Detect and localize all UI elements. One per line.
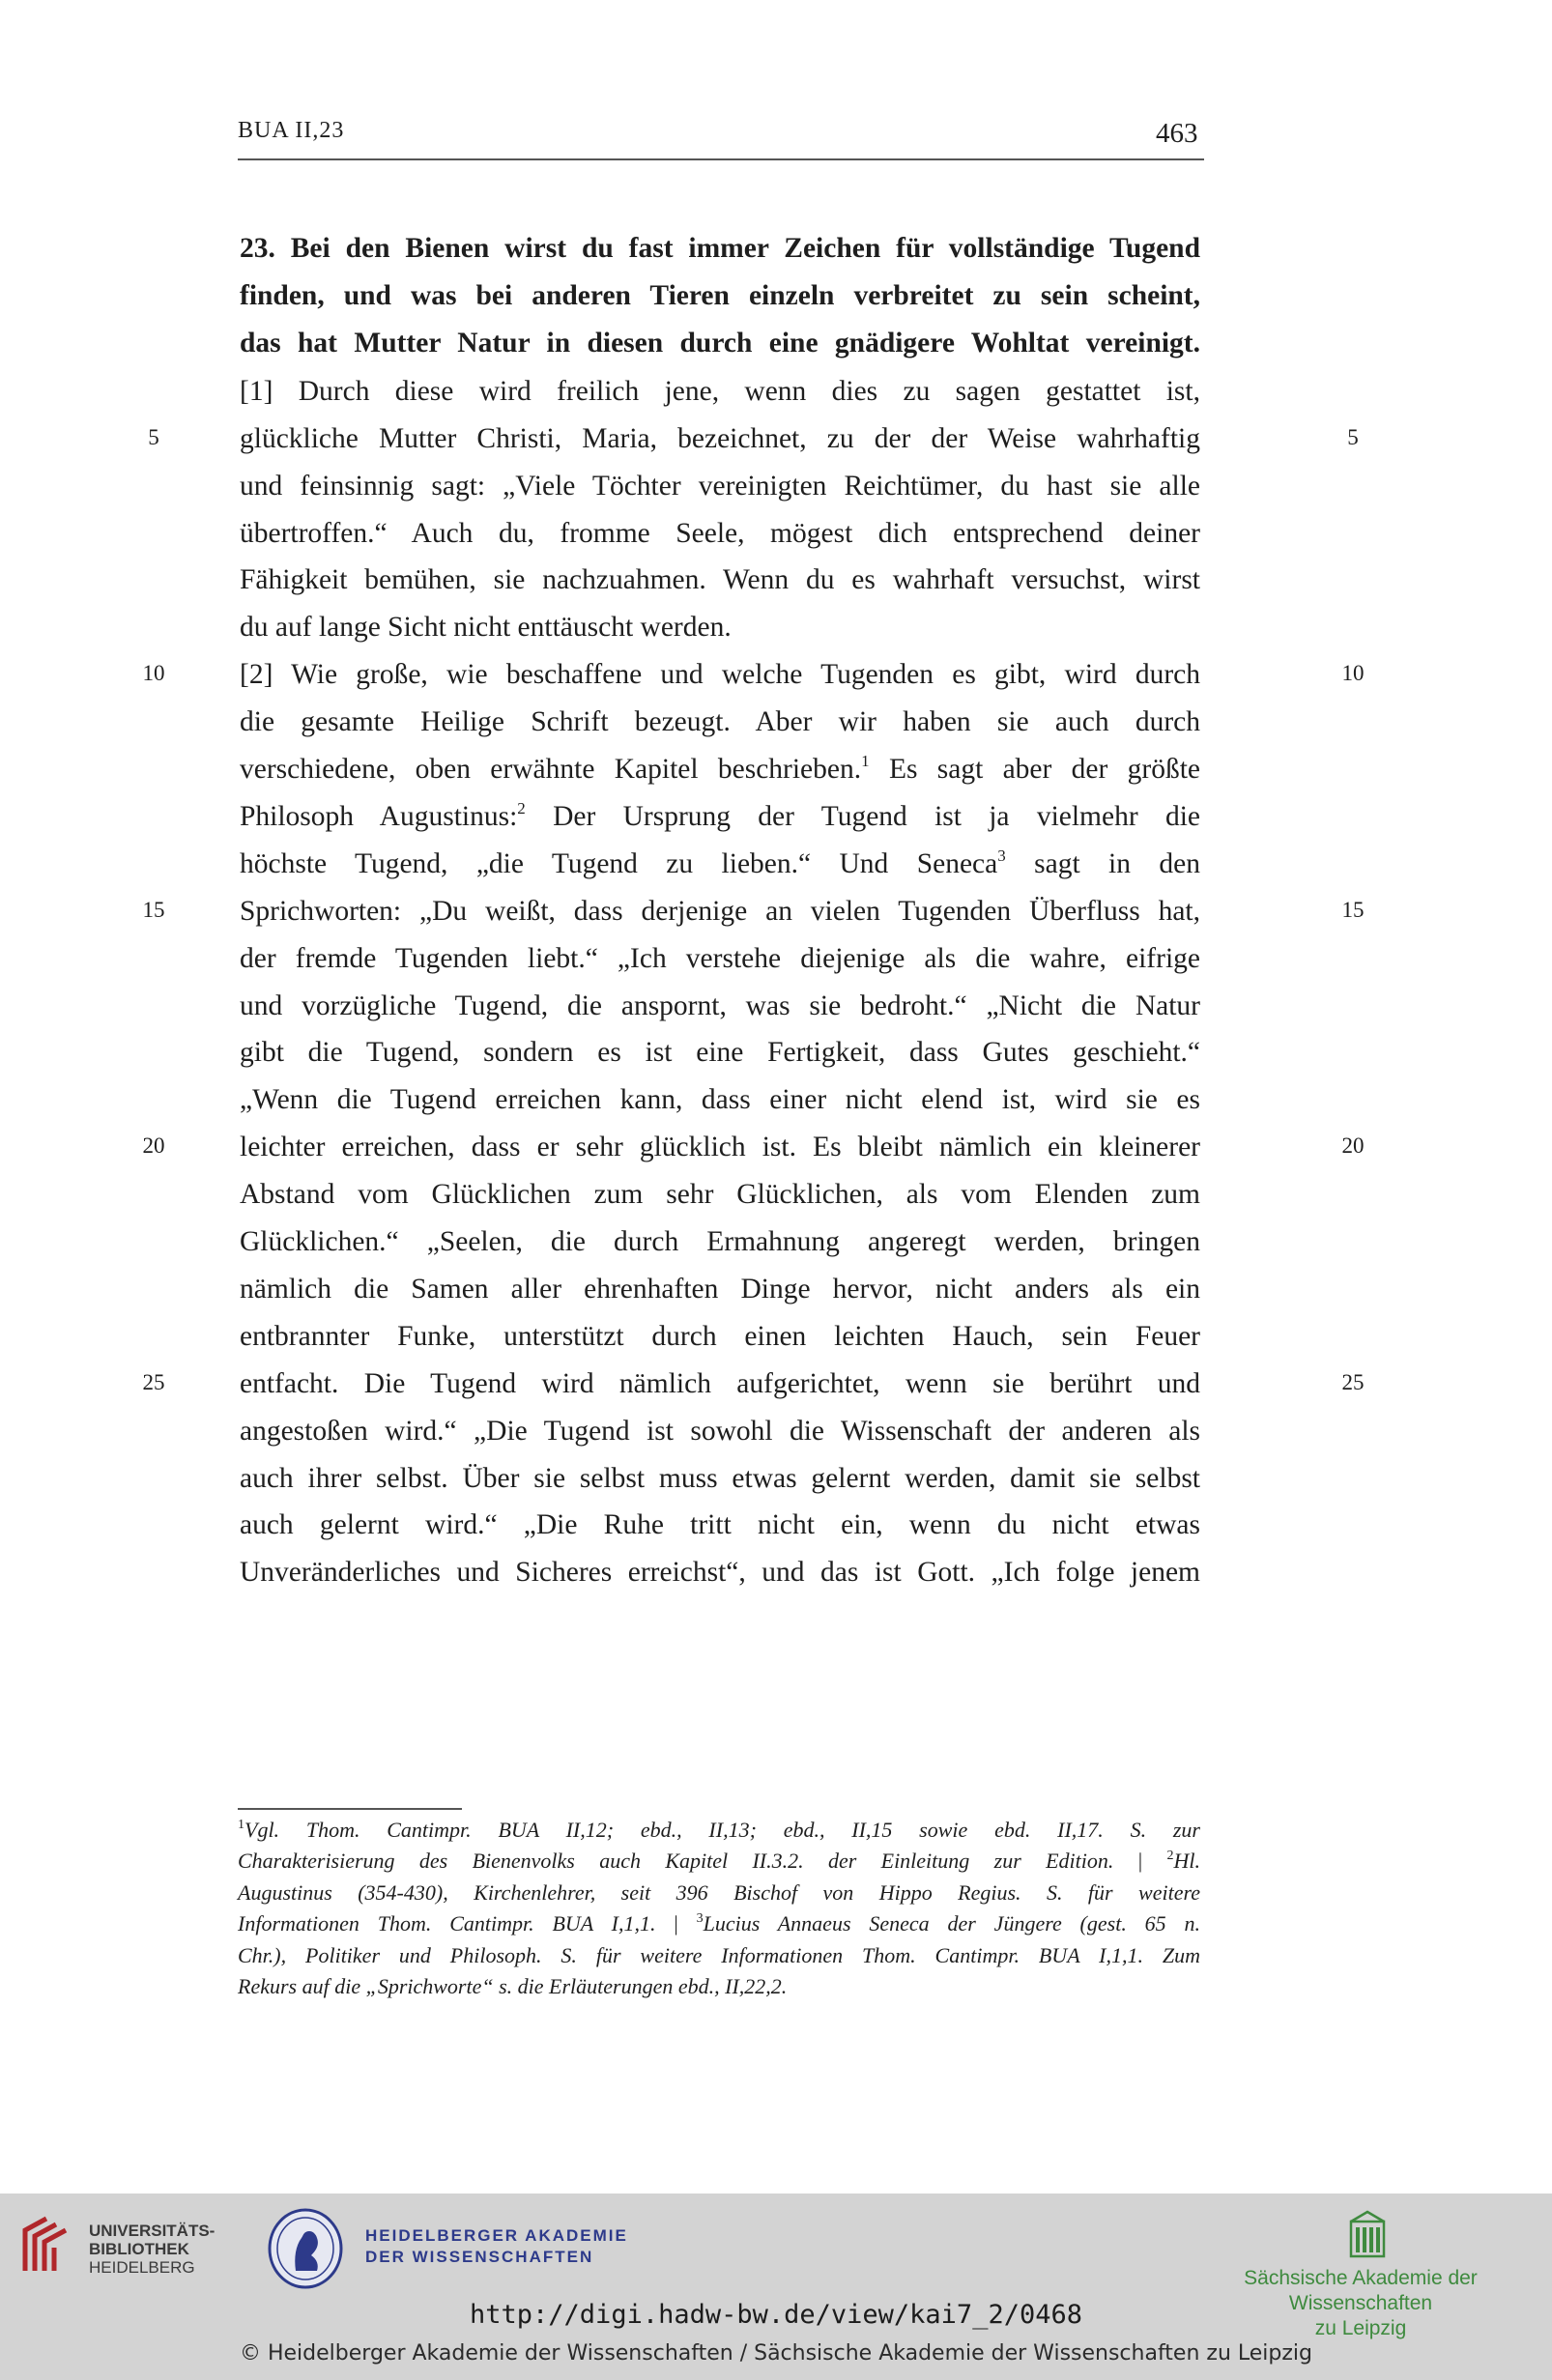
line-number: 10 (142, 661, 165, 685)
footnote-separator: | (1137, 1849, 1143, 1873)
text-line: auch gelernt wird.“ „Die Ruhe tritt nicht ein, wenn du nicht etwas (240, 1509, 1200, 1540)
footnote-ref[interactable]: 2 (517, 799, 526, 817)
footnote-mark: 1 (238, 1818, 244, 1832)
text-line: Sprichworten: „Du weißt, dass derjenige an vielen Tugenden Überfluss hat, (240, 896, 1200, 927)
text-segment: verschiedene, oben erwähnte Kapitel beschrieben. (240, 754, 862, 785)
line-number: 25 (142, 1370, 165, 1394)
text-line: auch ihrer selbst. Über sie selbst muss etwas gelernt werden, damit sie selbst (240, 1463, 1200, 1494)
text-line: Glücklichen.“ „Seelen, die durch Ermahnung angeregt werden, bringen (240, 1226, 1200, 1257)
line-number: 20 (1341, 1133, 1365, 1158)
text-segment: Philosoph Augustinus: (240, 801, 518, 832)
footnote-line: Rekurs auf die „Sprichworte“ s. die Erläuterungen ebd., II,22,2. (238, 1974, 788, 1998)
footnote-line: Informationen Thom. Cantimpr. BUA I,1,1. | $^3$Lucius Annaeus Seneca der Jüngere (gest. 65 n. (238, 1911, 1201, 1936)
hadw-seal-icon (267, 2207, 344, 2290)
text-line: Unveränderliches und Sicheres erreichst“, und das ist Gott. „Ich folge jenem (240, 1557, 1200, 1588)
line-number: 10 (1341, 661, 1365, 685)
text-line: übertroffen.“ Auch du, fromme Seele, mögest dich entsprechend deiner (240, 518, 1200, 549)
text-line (240, 750, 1200, 789)
text-line: und feinsinnig sagt: „Viele Töchter vereinigten Reichtümer, du hast sie alle (240, 471, 1200, 502)
text-line: glückliche Mutter Christi, Maria, bezeichnet, zu der der Weise wahrhaftig (240, 423, 1200, 454)
text-line: entfacht. Die Tugend wird nämlich aufgerichtet, wenn sie berührt und (240, 1368, 1200, 1399)
text-line: leichter erreichen, dass er sehr glücklich ist. Es bleibt nämlich ein kleinerer (240, 1132, 1200, 1162)
text-segment: höchste Tugend, „die Tugend zu lieben.“ Und Seneca (240, 848, 998, 879)
text-line: entbrannter Funke, unterstützt durch einen leichten Hauch, sein Feuer (240, 1321, 1200, 1352)
text-line: [1] Durch diese wird freilich jene, wenn dies zu sagen gestattet ist, (240, 376, 1200, 407)
text-line: und vorzügliche Tugend, die anspornt, was sie bedroht.“ „Nicht die Natur (240, 990, 1200, 1021)
copyright-notice: © Heidelberger Akademie der Wissenschaften / Sächsische Akademie der Wissenschaften zu Leipzig (239, 2341, 1312, 2366)
text-line: [2] Wie große, wie beschaffene und welche Tugenden es gibt, wird durch (240, 659, 1200, 690)
saw-building-icon (1349, 2210, 1386, 2258)
text-line: der fremde Tugenden liebt.“ „Ich verstehe diejenige als die wahre, eifrige (240, 943, 1200, 974)
text-line: angestoßen wird.“ „Die Tugend ist sowohl die Wissenschaft der anderen als (240, 1416, 1200, 1447)
footnote-ref[interactable]: 3 (997, 846, 1006, 865)
text-line: nämlich die Samen aller ehrenhaften Dinge hervor, nicht anders als ein (240, 1274, 1200, 1305)
text-segment: Der Ursprung der Tugend ist ja vielmehr die (525, 801, 1200, 832)
text-line: du auf lange Sicht nicht enttäuscht werden. (240, 612, 732, 643)
line-number: 20 (142, 1133, 165, 1158)
text-line: Abstand vom Glücklichen zum sehr Glücklichen, als vom Elenden zum (240, 1179, 1200, 1210)
footnote-line: Charakterisierung des Bienenvolks auch Kapitel II.3.2. der Einleitung zur Edition. | $^2$Hl. (238, 1849, 1201, 1873)
page-number: 463 (1156, 118, 1198, 149)
heading-line: das hat Mutter Natur in diesen durch eine gnädigere Wohltat vereinigt. (240, 328, 1200, 358)
footnote-mark: 2 (1166, 1849, 1174, 1863)
line-number: 5 (1347, 425, 1359, 449)
saw-wordmark: Sächsische Akademie der Wissenschaften zu Leipzig (1244, 2267, 1478, 2339)
footnote-rule (238, 1808, 462, 1810)
line-number: 15 (142, 898, 165, 922)
text-segment: sagt in den (1005, 848, 1200, 879)
text-line: gibt die Tugend, sondern es ist eine Fertigkeit, dass Gutes geschieht.“ (240, 1037, 1200, 1068)
text-line (240, 797, 1200, 836)
source-url-link[interactable]: http://digi.hadw-bw.de/view/kai7_2/0468 (470, 2300, 1082, 2330)
text-segment: Es sagt aber der größte (869, 754, 1200, 785)
text-line: „Wenn die Tugend erreichen kann, dass einer nicht elend ist, wird sie es (240, 1084, 1200, 1115)
footnote-line: Chr.), Politiker und Philosoph. S. für weitere Informationen Thom. Cantimpr. BUA I,1,1. Zum (238, 1943, 1200, 1967)
heading-line: 23. Bei den Bienen wirst du fast immer Zeichen für vollständige Tugend (240, 233, 1200, 264)
hadw-wordmark: HEIDELBERGER AKADEMIE DER WISSENSCHAFTEN (365, 2226, 628, 2266)
footnote-line: $^1$Vgl. Thom. Cantimpr. BUA II,12; ebd., II,13; ebd., II,15 sowie ebd. II,17. S. zur (238, 1818, 1200, 1842)
header-rule (238, 158, 1204, 160)
text-line (240, 845, 1200, 883)
line-number: 15 (1341, 898, 1365, 922)
footnote-ref[interactable]: 1 (861, 752, 870, 770)
footnote-line: Augustinus (354-430), Kirchenlehrer, seit 396 Bischof von Hippo Regius. S. für weitere (238, 1880, 1200, 1905)
line-number: 5 (148, 425, 159, 449)
footnote-separator: | (674, 1911, 678, 1936)
text-line: Fähigkeit bemühen, sie nachzuahmen. Wenn du es wahrhaft versuchst, wirst (240, 564, 1200, 595)
running-header-section: BUA II,23 (238, 118, 345, 143)
text-line: die gesamte Heilige Schrift bezeugt. Aber wir haben sie auch durch (240, 706, 1200, 737)
footnote-mark: 3 (696, 1911, 704, 1926)
ub-heidelberg-logo-icon (17, 2213, 75, 2277)
ub-heidelberg-wordmark: UNIVERSITÄTS- BIBLIOTHEK HEIDELBERG (89, 2222, 216, 2277)
line-number: 25 (1341, 1370, 1365, 1394)
heading-line: finden, und was bei anderen Tieren einzeln verbreitet zu sein scheint, (240, 280, 1200, 311)
